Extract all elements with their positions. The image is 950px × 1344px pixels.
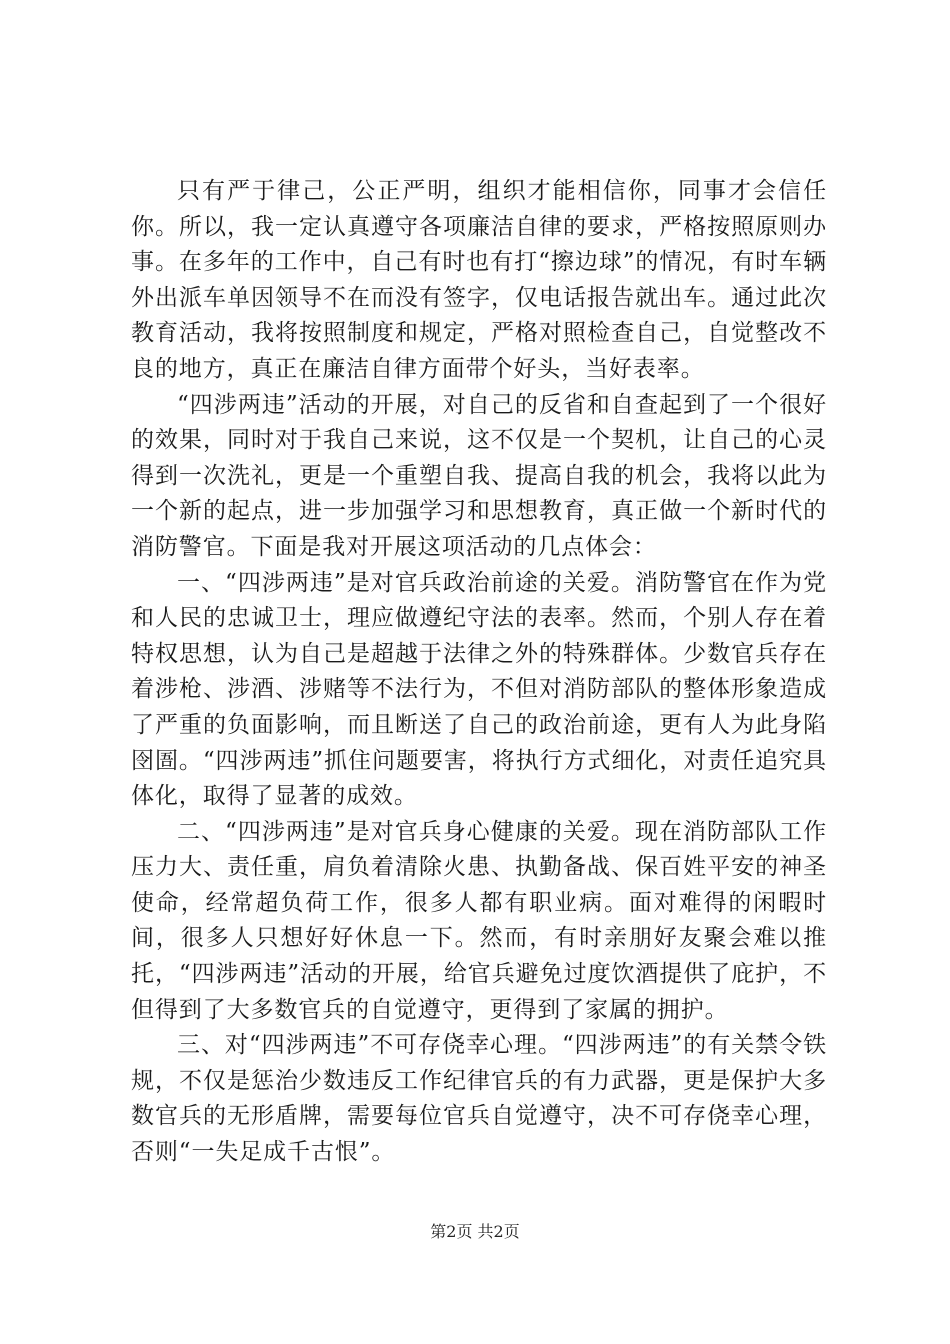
document-body bbox=[131, 174, 827, 1171]
page-footer: 第2页 共2页 bbox=[430, 1222, 520, 1241]
paragraph-5: 三、对“四涉两违”不可存侥幸心理。“四涉两违”的有关禁令铁规，不仅是惩治少数违反工作纪律官兵的有力武器，更是保护大多数官兵的无形盾牌，需要每位官兵自觉遵守，决不可存侥幸心理，否则“一失足成千古恨”。 bbox=[131, 1032, 827, 1166]
paragraph-2: “四涉两违”活动的开展，对自己的反省和自查起到了一个很好的效果，同时对于我自己来说，这不仅是一个契机，让自己的心灵得到一次洗礼，更是一个重塑自我、提高自我的机会，我将以此为一个新的起点，进一步加强学习和思想教育，真正做一个新时代的消防警官。下面是我对开展这项活动的几点体会： bbox=[131, 391, 827, 560]
paragraph-3: 一、“四涉两违”是对官兵政治前途的关爱。消防警官在作为党和人民的忠诚卫士，理应做遵纪守法的表率。然而，个别人存在着特权思想，认为自己是超越于法律之外的特殊群体。少数官兵存在着涉枪、涉酒、涉赌等不法行为，不但对消防部队的整体形象造成了严重的负面影响，而且断送了自己的政治前途，更有人为此身陷囹圄。“四涉两违”抓住问题要害，将执行方式细化，对责任追究具体化，取得了显著的成效。 bbox=[131, 569, 827, 810]
paragraph-4: 二、“四涉两违”是对官兵身心健康的关爱。现在消防部队工作压力大、责任重，肩负着清除火患、执勤备战、保百姓平安的神圣使命，经常超负荷工作，很多人都有职业病。面对难得的闲暇时间，很多人只想好好休息一下。然而，有时亲朋好友聚会难以推托，“四涉两违”活动的开展，给官兵避免过度饮酒提供了庇护，不但得到了大多数官兵的自觉遵守，更得到了家属的拥护。 bbox=[131, 818, 827, 1023]
paragraph-1: 只有严于律己，公正严明，组织才能相信你，同事才会信任你。所以，我一定认真遵守各项廉洁自律的要求，严格按照原则办事。在多年的工作中，自己有时也有打“擦边球”的情况，有时车辆外出派车单因领导不在而没有签字，仅电话报告就出车。通过此次教育活动，我将按照制度和规定，严格对照检查自己，自觉整改不良的地方，真正在廉洁自律方面带个好头，当好表率。 bbox=[131, 178, 827, 382]
